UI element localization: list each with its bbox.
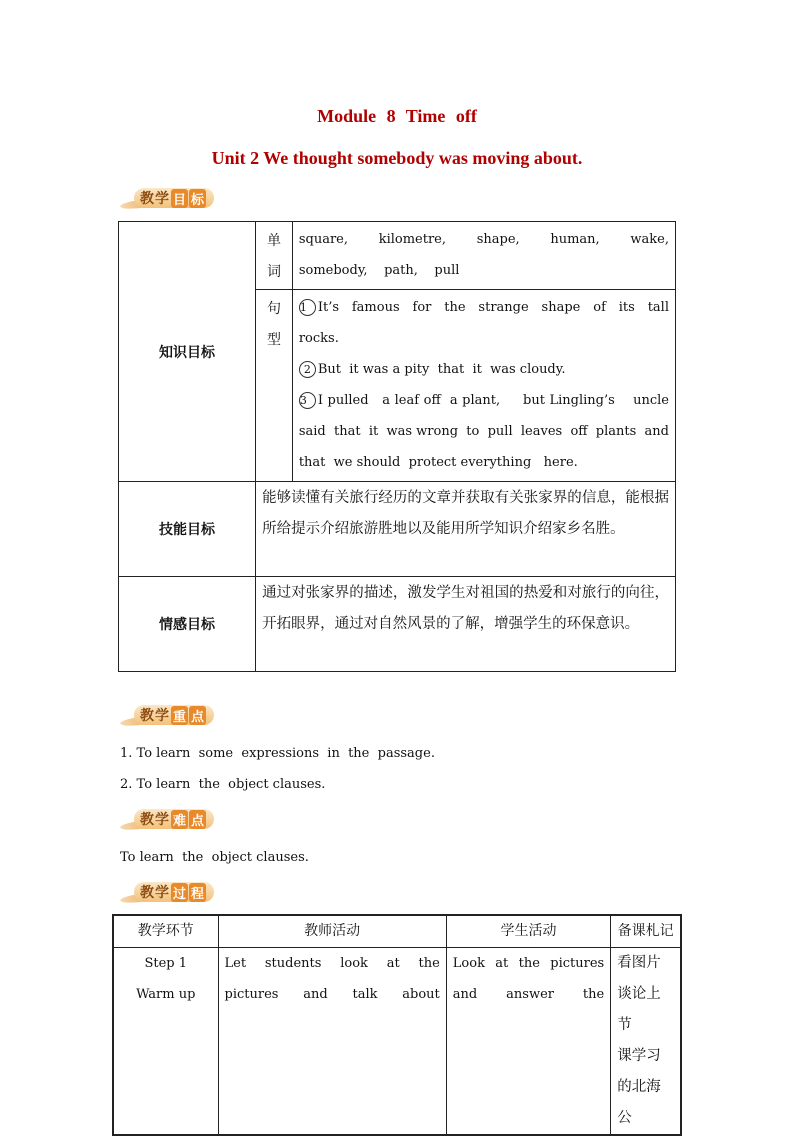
difficulty-text: To learn the object clauses. [120, 850, 309, 865]
sentence-pattern-label: 句 型 [256, 290, 293, 482]
knowledge-objective-label: 知识目标 [119, 222, 256, 482]
skill-objective-text: 能够读懂有关旅行经历的文章并获取有关张家界的信息，能根据所给提示介绍旅游胜地以及能用所学知识介绍家乡名胜。 [256, 482, 676, 577]
header-teacher-activity: 教师活动 [218, 915, 446, 948]
header-student-activity: 学生活动 [446, 915, 610, 948]
unit-title: Unit 2 We thought somebody was moving about. [211, 148, 583, 168]
sentence-1-line-2: rocks. [298, 331, 339, 346]
sentence-pattern-cell [292, 290, 675, 482]
objectives-table [118, 221, 676, 672]
skill-objective-label: 技能目标 [119, 482, 256, 577]
vocab-label: 单 词 [256, 222, 293, 290]
teacher-activity-cell: Let students look at the pictures and talk about [218, 948, 446, 1136]
sentence-1-line-1: 1 It’s famous for the strange shape of its tall [299, 300, 669, 315]
notes-cell: 看图片谈论上节 课学习的北海公 [611, 948, 681, 1136]
section-key-points-heading: 教学 重 点 [120, 703, 240, 729]
sentence-3-line-1: 3 I pulled a leaf off a plant, but Lingling’s uncle [299, 393, 669, 408]
section-difficulties-heading: 教学 难 点 [120, 807, 240, 833]
process-table [112, 914, 682, 1136]
sentence-3-line-3: that we should protect everything here. [298, 455, 578, 470]
student-activity-cell: Look at the pictures and answer the [446, 948, 610, 1136]
sentence-3-line-2: said that it was wrong to pull leaves off plants and [298, 424, 669, 439]
emotion-objective-text: 通过对张家界的描述，激发学生对祖国的热爱和对旅行的向往，开拓眼界，通过对自然风景的了解，增强学生的环保意识。 [256, 577, 676, 672]
vocab-line-2: somebody, path, pull [298, 263, 460, 278]
step-cell: Step 1 Warm up [113, 948, 218, 1136]
header-notes: 备课札记 [611, 915, 681, 948]
vocab-cell [292, 222, 675, 290]
emotion-objective-label: 情感目标 [119, 577, 256, 672]
section-objectives-heading: 教学 目 标 [120, 186, 240, 212]
key-point-2: 2. To learn the object clauses. [120, 777, 326, 792]
table-row [113, 948, 681, 1136]
section-process-heading: 教学 过 程 [120, 880, 240, 906]
vocab-line-1: square, kilometre, shape, human, wake, [298, 232, 669, 247]
module-title: Module 8 Time off [317, 106, 477, 126]
circled-number-3-icon: 3 [299, 392, 316, 409]
key-point-1: 1. To learn some expressions in the passage. [120, 746, 435, 761]
circled-number-1-icon: 1 [299, 299, 316, 316]
sentence-2: 2 But it was a pity that it was cloudy. [299, 354, 669, 385]
circled-number-2-icon: 2 [299, 361, 316, 378]
header-phase: 教学环节 [113, 915, 218, 948]
